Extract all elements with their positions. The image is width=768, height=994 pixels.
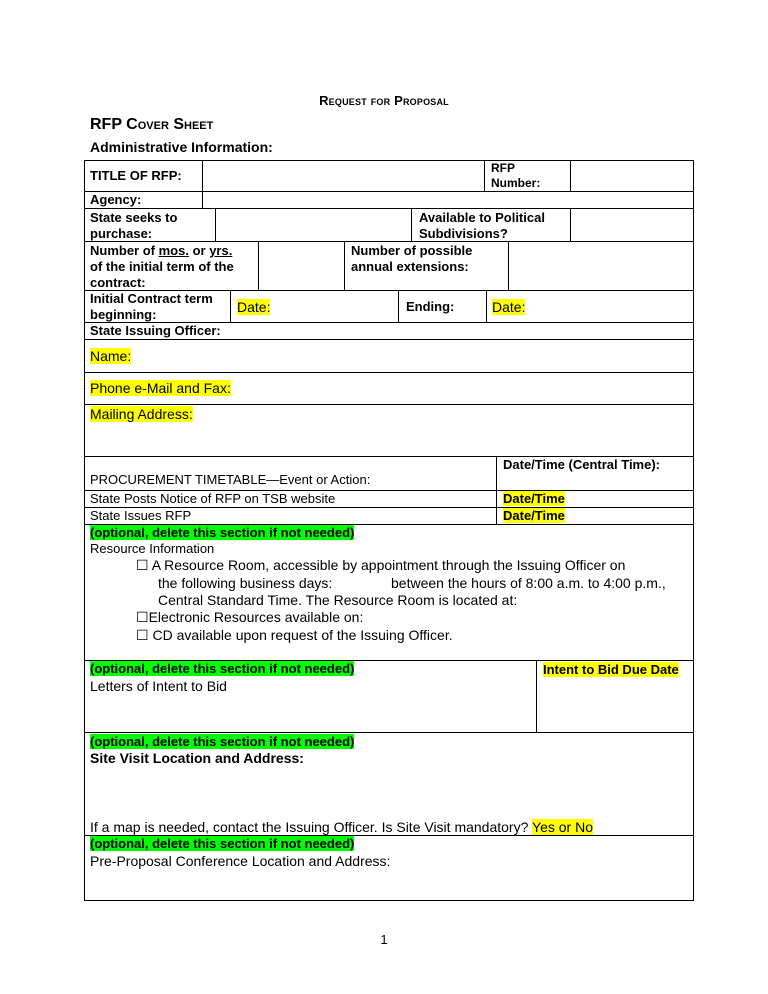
checkbox[interactable]: ☐	[136, 609, 149, 625]
optional-note: (optional, delete this section if not needed)	[90, 734, 355, 749]
available-political-label: Available to Political Subdivisions?	[419, 210, 545, 241]
state-seeks-field[interactable]	[217, 210, 409, 240]
intent-due-date-label: Intent to Bid Due Date	[543, 662, 679, 677]
initial-term-field[interactable]	[260, 243, 342, 289]
cd-option: ☐ CD available upon request of the Issuing Officer.	[136, 627, 453, 643]
state-seeks-label: State seeks to purchase:	[90, 210, 178, 241]
rfp-number-field[interactable]	[572, 162, 692, 190]
cell-divider	[570, 208, 571, 241]
cell-divider	[202, 160, 203, 191]
site-visit-heading: Site Visit Location and Address:	[90, 750, 304, 766]
cell-divider	[230, 290, 231, 322]
initial-contract-label: Initial Contract term beginning:	[90, 291, 213, 322]
ending-label: Ending:	[406, 299, 455, 314]
cell-divider	[508, 241, 509, 290]
timetable-date-field[interactable]: Date/Time	[503, 491, 565, 506]
mailing-address-field[interactable]: Mailing Address:	[90, 406, 193, 422]
state-issuing-officer-label: State Issuing Officer:	[90, 323, 221, 338]
resource-room-location: Central Standard Time. The Resource Room is located at:	[158, 592, 518, 608]
resource-room-days: the following business days:	[158, 575, 333, 591]
timetable-event: State Issues RFP	[90, 508, 192, 523]
end-date-field[interactable]: Date:	[492, 299, 526, 315]
optional-note: (optional, delete this section if not needed)	[90, 525, 355, 540]
site-visit-note: If a map is needed, contact the Issuing Officer. Is Site Visit mandatory? Yes or No	[90, 819, 593, 835]
timetable-date-field[interactable]: Date/Time	[503, 508, 565, 523]
checkbox[interactable]: ☐	[136, 557, 149, 573]
cell-divider	[411, 208, 412, 241]
checkbox[interactable]: ☐	[136, 627, 149, 643]
cell-divider	[570, 160, 571, 191]
mandatory-field[interactable]: Yes or No	[532, 819, 593, 835]
resource-room-hours: between the hours of 8:00 a.m. to 4:00 p.m.,	[391, 575, 666, 591]
optional-note: (optional, delete this section if not needed)	[90, 661, 355, 676]
agency-field[interactable]	[204, 192, 692, 207]
intent-heading: Letters of Intent to Bid	[90, 678, 227, 694]
conference-heading: Pre-Proposal Conference Location and Address:	[90, 853, 391, 869]
row-divider	[84, 339, 694, 340]
date-time-header: Date/Time (Central Time):	[503, 457, 661, 472]
electronic-resources-option: ☐Electronic Resources available on:	[136, 609, 364, 625]
initial-term-label: Number of mos. or yrs. of the initial term of the contract:	[90, 243, 234, 290]
title-of-rfp-label: TITLE OF RFP:	[90, 168, 182, 183]
cell-divider	[496, 456, 497, 524]
rfp-number-label: RFP Number:	[491, 161, 541, 190]
admin-info-heading: Administrative Information:	[90, 139, 273, 155]
timetable-header: PROCUREMENT TIMETABLE—Event or Action:	[90, 472, 371, 487]
cell-divider	[486, 290, 487, 322]
cell-divider	[344, 241, 345, 290]
extensions-field[interactable]	[510, 243, 692, 289]
officer-contact-field[interactable]: Phone e-Mail and Fax:	[90, 380, 231, 396]
row-divider	[84, 208, 694, 209]
document-title: Request for Proposal	[319, 93, 449, 108]
row-divider	[84, 732, 694, 733]
cell-divider	[215, 208, 216, 241]
title-of-rfp-field[interactable]	[204, 162, 482, 190]
officer-name-field[interactable]: Name:	[90, 348, 132, 364]
optional-note: (optional, delete this section if not needed)	[90, 836, 355, 851]
cover-sheet-heading: RFP Cover Sheet	[90, 116, 214, 133]
cell-divider	[258, 241, 259, 290]
resource-room-option: ☐ A Resource Room, accessible by appointment through the Issuing Officer on	[136, 557, 626, 573]
row-divider	[84, 404, 694, 405]
agency-label: Agency:	[90, 192, 142, 207]
page-number: 1	[380, 932, 388, 947]
cell-divider	[398, 290, 399, 322]
extensions-label: Number of possible annual extensions:	[351, 243, 473, 274]
cell-divider	[536, 660, 537, 732]
cell-divider	[484, 160, 485, 191]
timetable-event: State Posts Notice of RFP on TSB website	[90, 491, 336, 506]
available-political-field[interactable]	[572, 210, 692, 240]
begin-date-field[interactable]: Date:	[237, 299, 271, 315]
resource-heading: Resource Information	[90, 541, 215, 556]
row-divider	[84, 372, 694, 373]
cell-divider	[202, 191, 203, 208]
